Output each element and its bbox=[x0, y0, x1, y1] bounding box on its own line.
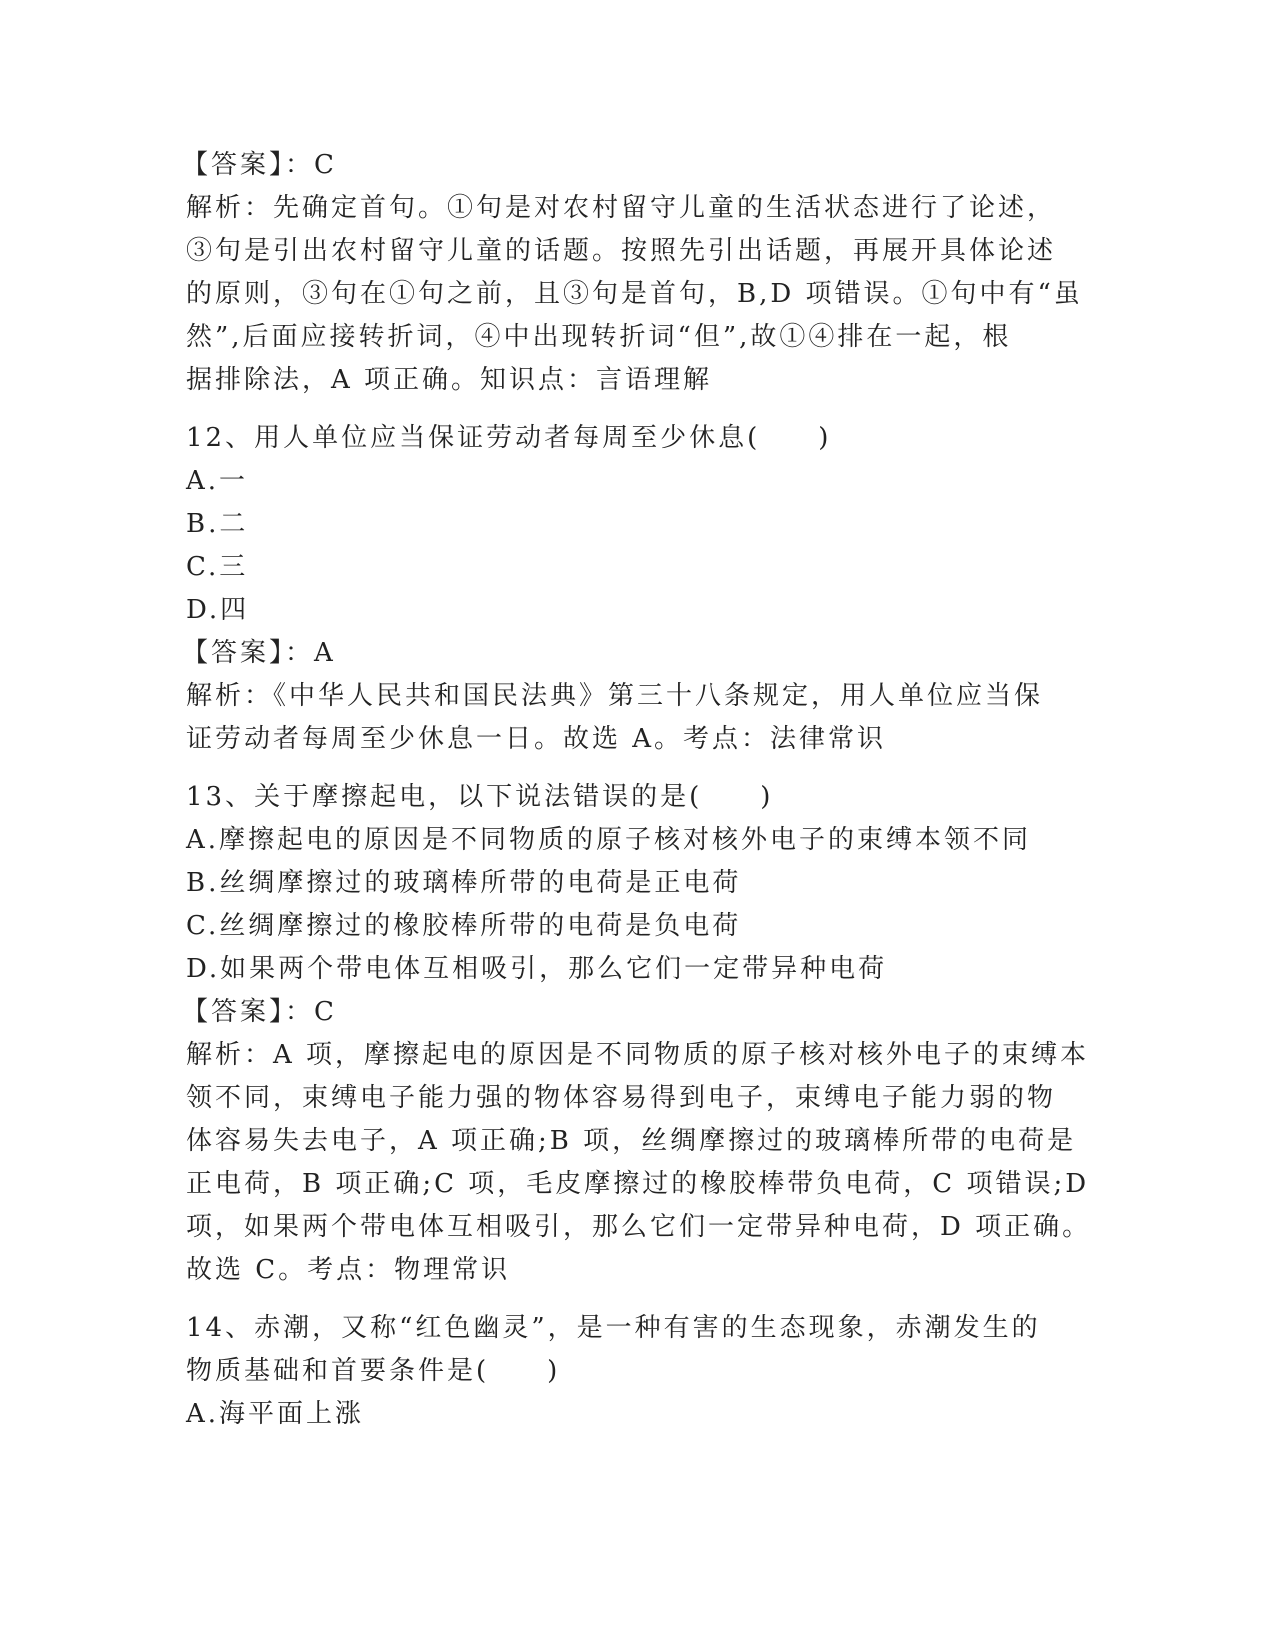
q11-analysis-line: 然”,后面应接转折词，④中出现转折词“但”,故①④排在一起，根 bbox=[186, 322, 1012, 352]
q13-analysis-line: 体容易失去电子，A 项正确;B 项，丝绸摩擦过的玻璃棒所带的电荷是 bbox=[186, 1126, 1077, 1156]
q12-option-b: B.二 bbox=[186, 509, 249, 539]
q13-option-a: A.摩擦起电的原因是不同物质的原子核对核外电子的束缚本领不同 bbox=[186, 825, 1032, 855]
q11-analysis-line: 的原则，③句在①句之前，且③句是首句，B,D 项错误。①句中有“虽 bbox=[186, 279, 1083, 309]
q12-option-d: D.四 bbox=[186, 595, 250, 625]
document-page bbox=[182, 144, 1092, 1436]
q11-analysis-line: 解析：先确定首句。①句是对农村留守儿童的生活状态进行了论述， bbox=[186, 193, 1057, 223]
q14-question-line: 14、赤潮，又称“红色幽灵”，是一种有害的生态现象，赤潮发生的 bbox=[186, 1313, 1041, 1343]
q12-analysis-line: 解析：《中华人民共和国民法典》第三十八条规定，用人单位应当保 bbox=[186, 681, 1044, 711]
q11-analysis-line: 据排除法，A 项正确。知识点：言语理解 bbox=[186, 365, 713, 395]
q13-question: 13、关于摩擦起电，以下说法错误的是( ) bbox=[186, 782, 774, 812]
q11-block bbox=[182, 144, 1086, 402]
q14-option-a: A.海平面上涨 bbox=[186, 1399, 365, 1429]
q13-block bbox=[182, 776, 1092, 1292]
q11-analysis-line: ③句是引出农村留守儿童的话题。按照先引出话题，再展开具体论述 bbox=[186, 236, 1057, 266]
q12-answer: 【答案】：A bbox=[182, 638, 336, 668]
q12-question: 12、用人单位应当保证劳动者每周至少休息( ) bbox=[186, 423, 832, 453]
q13-answer: 【答案】：C bbox=[182, 997, 337, 1027]
q12-option-c: C.三 bbox=[186, 552, 249, 582]
q14-question-line: 物质基础和首要条件是( ) bbox=[186, 1356, 561, 1386]
q13-option-c: C.丝绸摩擦过的橡胶棒所带的电荷是负电荷 bbox=[186, 911, 742, 941]
q13-analysis-line: 正电荷，B 项正确;C 项，毛皮摩擦过的橡胶棒带负电荷，C 项错误;D bbox=[186, 1169, 1090, 1199]
q13-analysis-line: 故选 C。考点：物理常识 bbox=[186, 1255, 511, 1285]
q12-analysis-line: 证劳动者每周至少休息一日。故选 A。考点：法律常识 bbox=[186, 724, 887, 754]
q13-analysis-line: 项，如果两个带电体互相吸引，那么它们一定带异种电荷，D 项正确。 bbox=[186, 1212, 1092, 1242]
q13-option-b: B.丝绸摩擦过的玻璃棒所带的电荷是正电荷 bbox=[186, 868, 742, 898]
q13-analysis-line: 领不同，束缚电子能力强的物体容易得到电子，束缚电子能力弱的物 bbox=[186, 1083, 1057, 1113]
q13-option-d: D.如果两个带电体互相吸引，那么它们一定带异种电荷 bbox=[186, 954, 888, 984]
q12-option-a: A.一 bbox=[186, 466, 249, 496]
q11-answer: 【答案】：C bbox=[182, 150, 337, 180]
q13-analysis-line: 解析：A 项，摩擦起电的原因是不同物质的原子核对核外电子的束缚本 bbox=[186, 1040, 1090, 1070]
q12-block bbox=[182, 417, 1086, 761]
q14-block bbox=[186, 1307, 1086, 1436]
